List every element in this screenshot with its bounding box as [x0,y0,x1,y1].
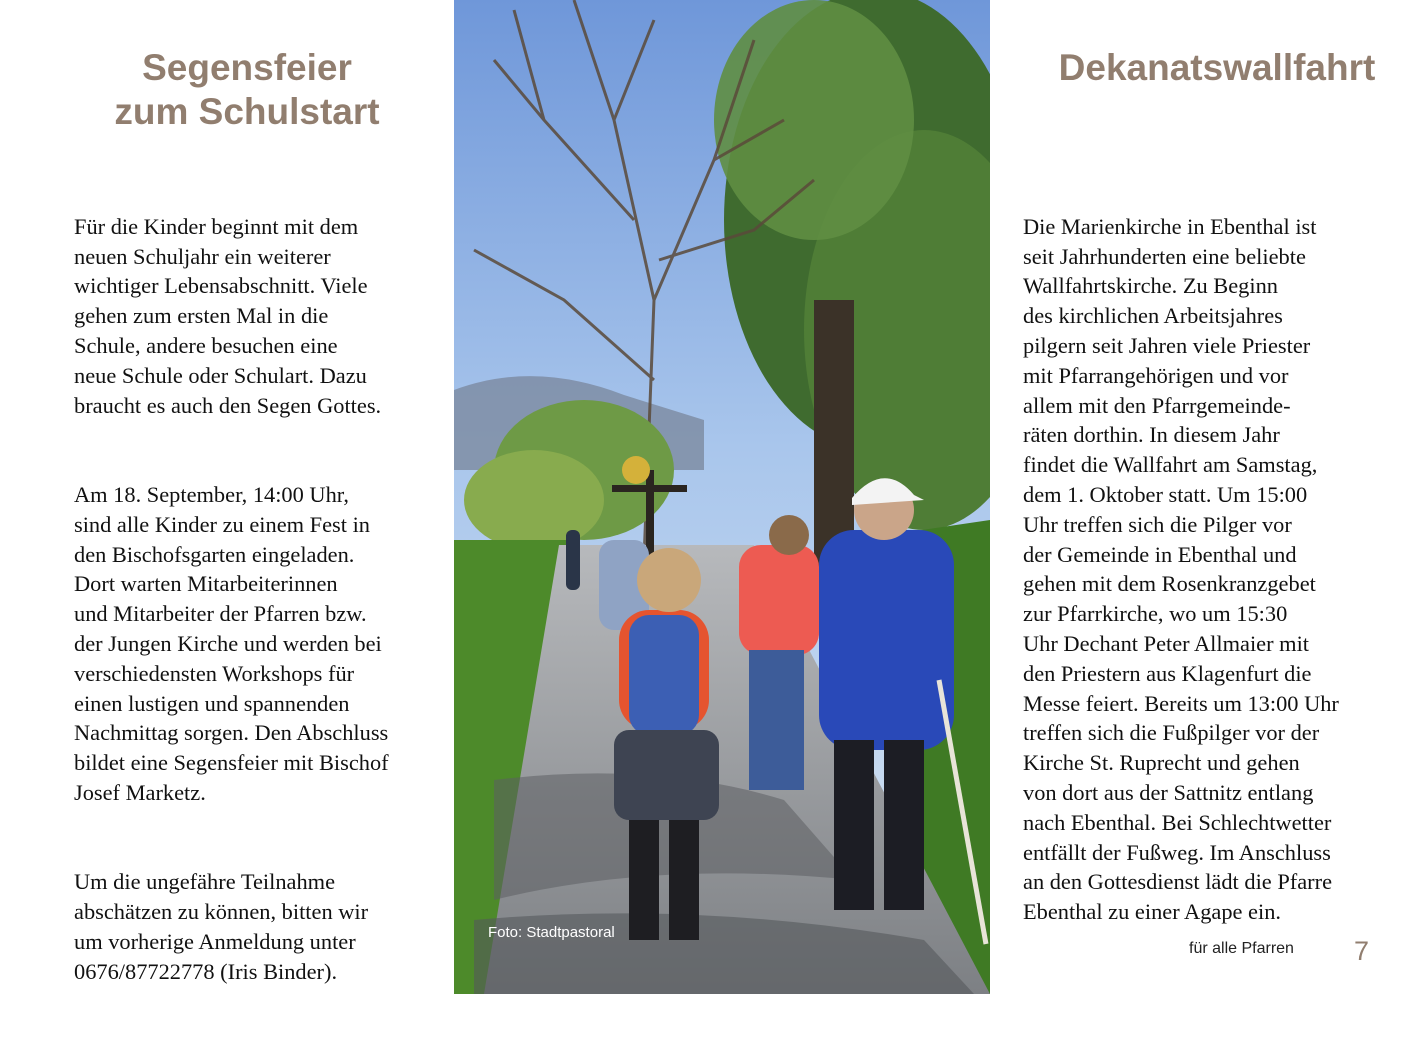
left-title-line1: Segensfeier [142,47,352,88]
pilgrimage-photo [454,0,990,994]
left-article-body [74,182,444,1046]
photo-credit: Foto: Stadtpastoral [488,924,615,941]
right-article-body [1023,182,1393,987]
left-title-line2: zum Schulstart [114,91,380,132]
left-paragraph: Um die ungefähre Teilnahme abschätzen zu können, bitten wir um vorherige Anmeldung unter 0676/87722778 (Iris Binder). [74,869,369,984]
left-paragraph: Am 18. September, 14:00 Uhr, sind alle Kinder zu einem Fest in den Bischofsgarten eingeladen. Dort warten Mitarbeiterinnen und Mitarbeiter der Pfarren bzw. der Jungen Kirche und werden bei verschiedensten Workshops für einen lustigen und spannenden Nachmittag sorgen. Den Abschluss bildet eine Segensfeier mit Bischof Josef Marketz. [74,481,389,805]
page-number: 7 [1354,936,1370,966]
right-article-title: Dekanatswallfahrt [1058,47,1376,88]
right-paragraph: Die Marienkirche in Ebenthal ist seit Jahrhunderten eine beliebte Wallfahrtskirche. Zu Beginn des kirchlichen Arbeitsjahres pilgern seit Jahren viele Priester mit Pfarrangehörigen und vor allem mit den Pfarrgemeinde- räten dorthin. In diesem Jahr findet die Wallfahrt am Samstag, dem 1. Oktober statt. Um 15:00 Uhr treffen sich die Pilger vor der Gemeinde in Ebenthal und gehen mit dem Rosenkranzgebet zur Pfarrkirche, wo um 15:30 Uhr Dechant Peter Allmaier mit den Priestern aus Klagenfurt die Messe feiert. Bereits um 13:00 Uhr treffen sich die Fußpilger vor der Kirche St. Ruprecht und gehen von dort aus der Sattnitz entlang nach Ebenthal. Bei Schlechtwetter entfällt der Fußweg. Im Anschluss an den Gottesdienst lädt die Pfarre Ebenthal zu einer Agape ein. [1023,213,1339,925]
footer-label: für alle Pfarren [1189,940,1294,957]
photo-illustration [454,0,990,994]
left-paragraph: Für die Kinder beginnt mit dem neuen Schuljahr ein weiterer wichtiger Lebensabschnitt. Viele gehen zum ersten Mal in die Schule, andere besuchen eine neue Schule oder Schulart. Dazu braucht es auch den Segen Gottes. [74,213,382,418]
left-article-title [0,46,494,134]
